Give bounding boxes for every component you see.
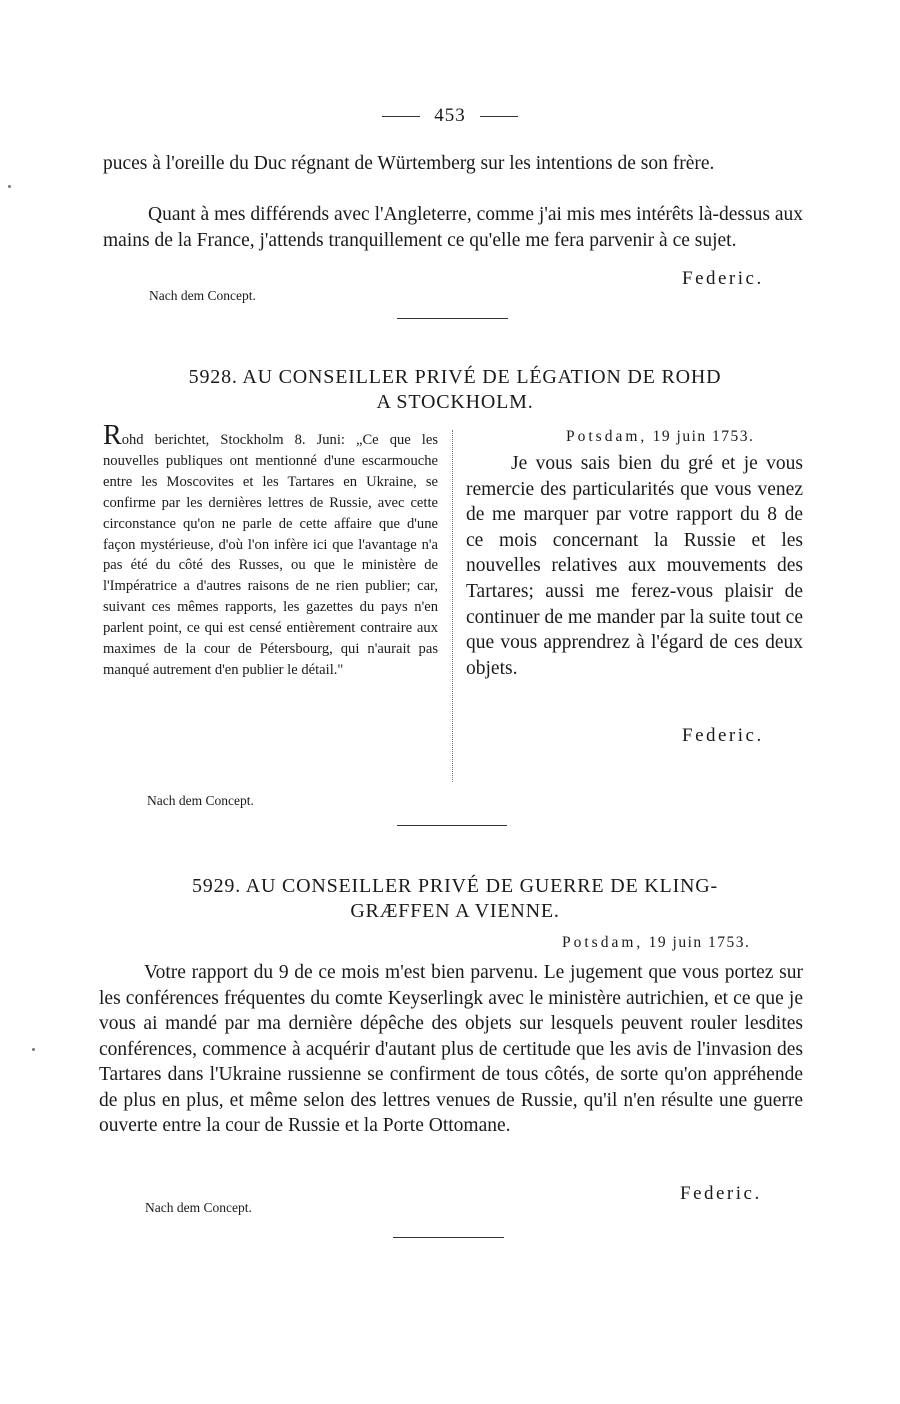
letter-5928-reply-column [466, 451, 803, 681]
letter-5928-dateline [566, 428, 754, 446]
letter-5928-heading-line2: A STOCKHOLM. [376, 391, 534, 413]
letter-5929-body: Votre rapport du 9 de ce mois m'est bien parvenu. Le jugement que vous portez sur les conférences fréquentes du comte Keyserlingk avec le ministère autrichien, et ce que je vous ai mandé par ma dernière dépêche des objets sur lesquels peuvent rouler lesdites conférences, commence à acquérir d'autant plus de certitude que les avis de l'invasion des Tartares dans l'Ukraine russienne se confirment de tous côtés, de sorte qu'on appréhende de plus en plus, et même selon des lettres venues de Russie, qu'il n'en résulte une guerre ouverte entre la cour de Russie et la Porte Ottomane. [99, 962, 803, 1136]
source-note: Nach dem Concept. [145, 1200, 252, 1215]
margin-speck [32, 1048, 35, 1051]
header-dash-left [382, 116, 420, 117]
letter-5928-heading-line1: 5928. AU CONSEILLER PRIVÉ DE LÉGATION DE ROHD [188, 366, 722, 388]
section-divider [393, 1237, 504, 1238]
dateline-date: 19 juin 1753. [648, 934, 751, 951]
signature-federic: Federic. [682, 725, 764, 746]
signature-federic: Federic. [680, 1183, 762, 1204]
header-dash-right [480, 116, 518, 117]
paragraph-england: Quant à mes différends avec l'Angleterre, comme j'ai mis mes intérêts là-dessus aux mains de la France, j'attends tranquillement ce qu'elle me fera parvenir à ce sujet. [103, 204, 803, 251]
section-divider [397, 825, 507, 826]
source-note: Nach dem Concept. [147, 793, 254, 808]
section-divider [397, 318, 508, 319]
page-header [0, 105, 900, 127]
letter-5929-heading [130, 874, 780, 924]
letter-5928-heading [130, 365, 780, 415]
letter-5929-heading-line2: GRÆFFEN A VIENNE. [350, 900, 560, 922]
dateline-date: 19 juin 1753. [652, 428, 755, 445]
page-number: 453 [434, 105, 466, 126]
reply-text: Je vous sais bien du gré et je vous remercie des particularités que vous venez de me marquer par votre rapport du 8 de ce mois concernant la Russie et les nouvelles relatives aux mouvements des Tartares; aussi me ferez-vous plaisir de continuer de me mander par la suite tout ce que vous apprendrez à l'égard de ces deux objets. [466, 453, 803, 679]
letter-5929-heading-line1: 5929. AU CONSEILLER PRIVÉ DE GUERRE DE KLING- [192, 875, 718, 897]
column-divider [452, 430, 453, 782]
report-text: ohd berichtet, Stockholm 8. Juni: „Ce que les nouvelles publiques ont mentionné d'une escarmouche entre les Moscovites et les Tartares en Ukraine, se confirme par les dernières lettres de Russie, avec cette circonstance qu'on ne parle de cette affaire que d'une façon mystérieuse, d'où l'on infère ici que l'avantage n'a pas été du côté des Russes, ou que le ministère de l'Impératrice a d'autres raisons de ne rien publier; car, suivant ces mêmes rapports, les gazettes du pays n'en parlent point, ce qui est censé entièrement contraire aux maximes de la cour de Pétersbourg, qui n'aurait pas manqué autrement d'en publier le détail." [103, 432, 438, 678]
letter-5929-dateline [562, 934, 750, 952]
signature-federic: Federic. [682, 268, 764, 289]
paragraph-continuation: puces à l'oreille du Duc régnant de Würtemberg sur les intentions de son frère. [103, 153, 715, 174]
dropcap-r: R [103, 420, 122, 451]
letter-5928-report-column [103, 420, 438, 681]
dateline-place: Potsdam, [566, 428, 648, 445]
margin-speck [8, 185, 11, 188]
dateline-place: Potsdam, [562, 934, 644, 951]
source-note: Nach dem Concept. [149, 288, 256, 303]
